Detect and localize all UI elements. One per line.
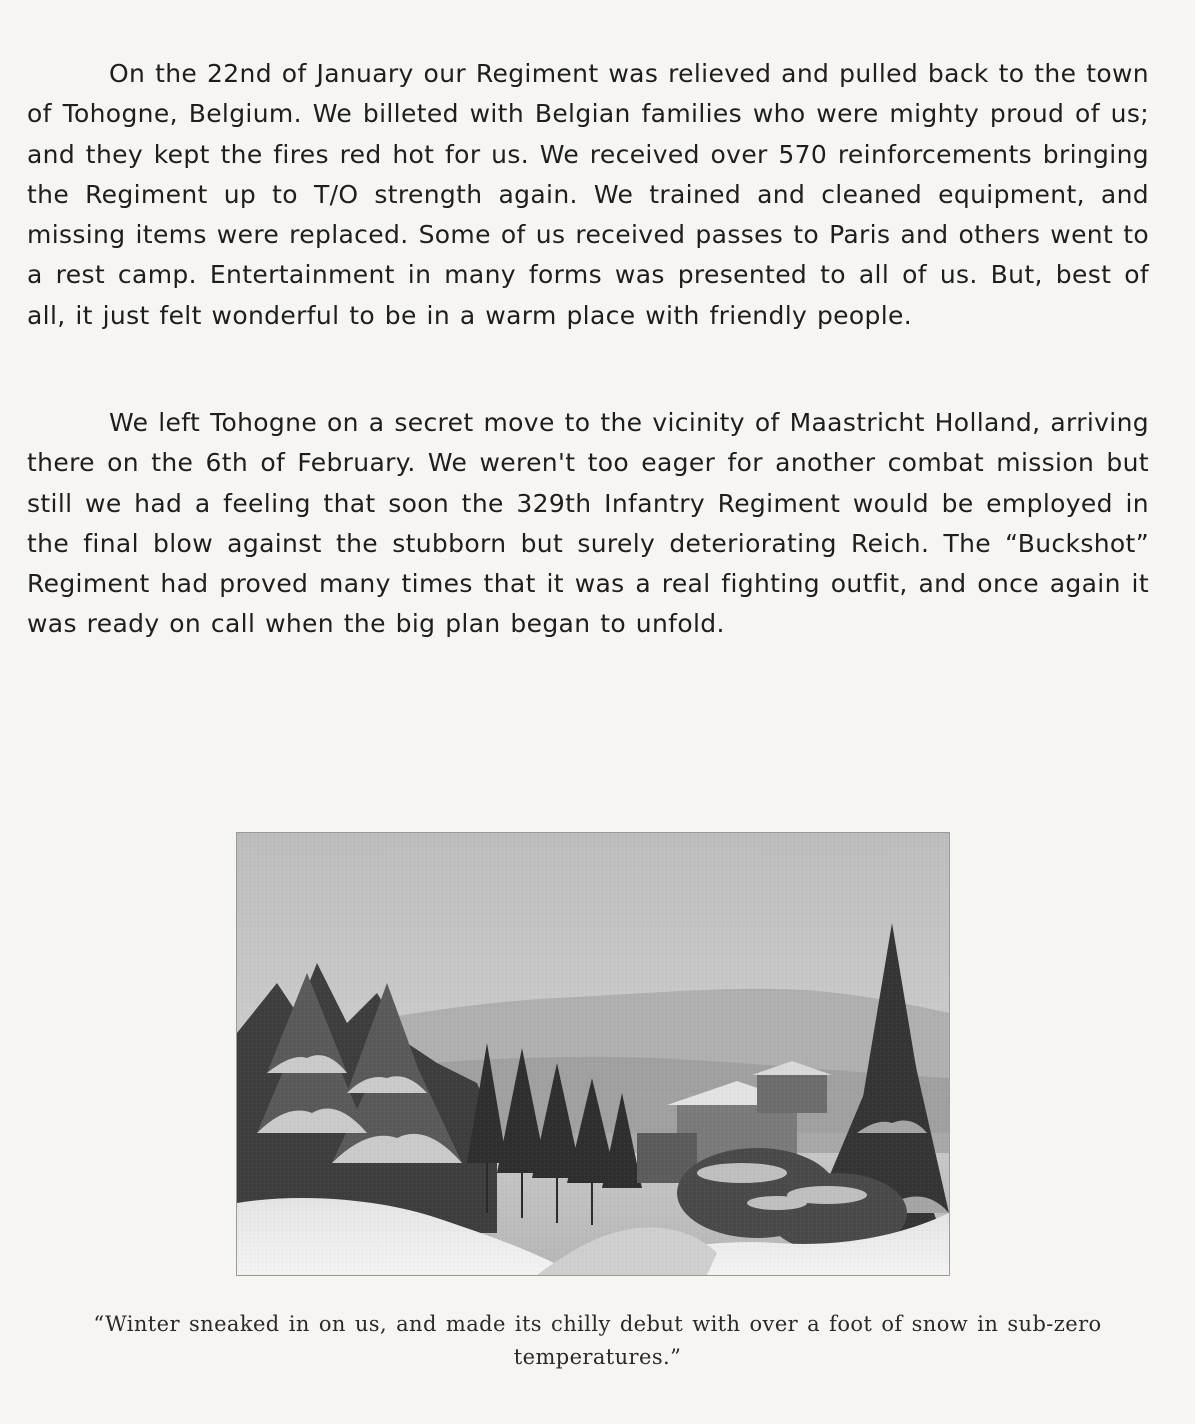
- paragraph-maastricht-move: We left Tohogne on a secret move to the vicinity of Maastricht Holland, arriving there on the 6th of February. We weren't too eager for another combat mission but still we had a feeling that soon the 329th Infantry Regiment would be employed in the final blow against the stubborn but surely deteriorating Reich. The “Buckshot” Regiment had proved many times that it was a real fighting outfit, and once again it was ready on call when the big plan began to unfold.: [27, 408, 1149, 639]
- photo-caption: “Winter sneaked in on us, and made its chilly debut with over a foot of snow in sub-zero temperatures.”: [93, 1312, 1102, 1369]
- paragraph-tohogne-rest: On the 22nd of January our Regiment was relieved and pulled back to the town of Tohogne, Belgium. We billeted with Belgian families who were mighty proud of us; and they kept the fires red hot for us. We received over 570 reinforcements bringing the Regiment up to T/O strength again. We trained and cleaned equipment, and missing items were replaced. Some of us received passes to Paris and others went to a rest camp. Entertainment in many forms was presented to all of us. But, best of all, it just felt wonderful to be in a warm place with friendly people.: [27, 59, 1149, 330]
- winter-snow-photo: [236, 832, 950, 1276]
- snowy-forest-illustration: [237, 833, 949, 1275]
